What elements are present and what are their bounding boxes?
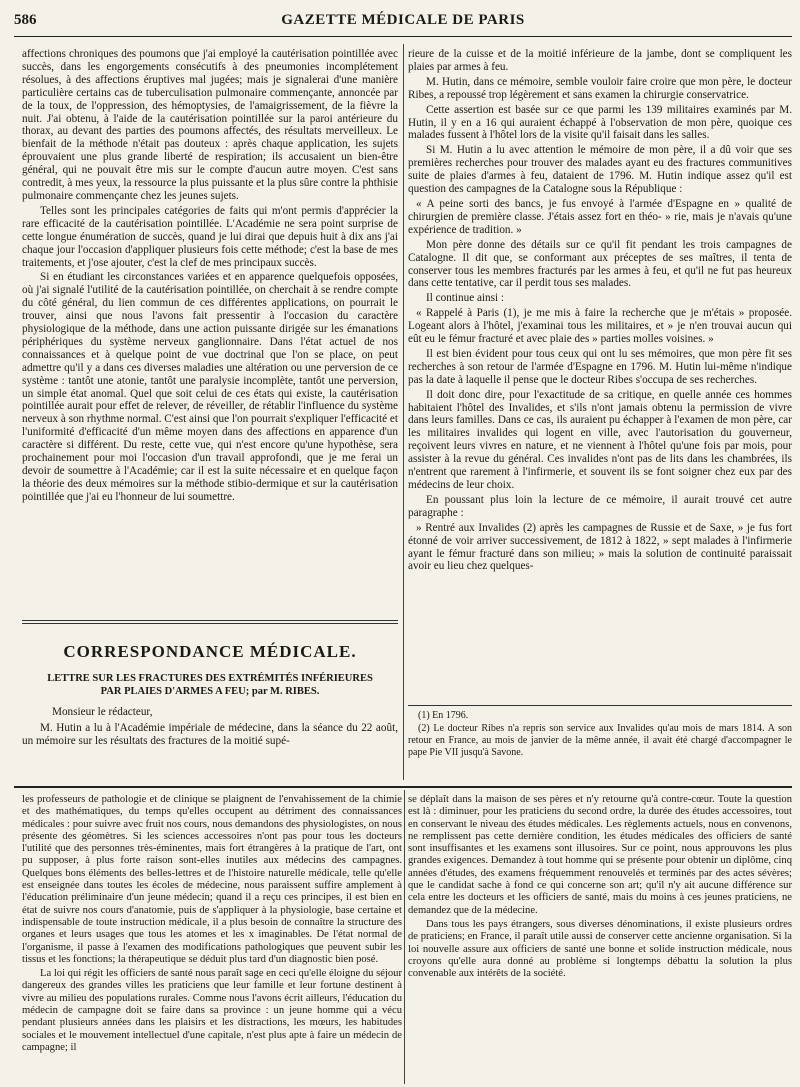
footnote: (2) Le docteur Ribes n'a repris son service aux Invalides qu'au mois de mars 1814. A son retour en France, au mois de janvier de la même année, il avait été chargé d'accompagner le pape Pie VII jusqu'à Savone. [408,723,792,758]
correspondance-section [22,628,398,778]
letter-title-line: LETTRE SUR LES FRACTURES DES EXTRÉMITÉS INFÉRIEURES [47,673,373,684]
letter-title [22,672,398,698]
column-divider [404,790,405,1084]
paragraph: M. Hutin, dans ce mémoire, semble vouloir faire croire que mon père, le docteur Ribes, a repoussé trop légèrement et sans examen la chirurgie conservatrice. [408,75,792,101]
paragraph: Si en étudiant les circonstances variées et en apparence quelquefois opposées, où j'ai signalé l'utilité de la cautérisation pointillée, on cherchait à se rendre compte du côté général, du lien commun de ces différentes applications, on pourrait le trouver, ainsi que nous l'avons fait pressentir à l'occasion du caractère physiologique de la méthode, dans une action puissante dirigée sur les émanations périphériques du système nerveux ganglionnaire. Dans l'état actuel de nos connaissances et à quelque point de vue doctrinal que l'on se place, on peut admettre qu'il y a dans ces diverses maladies une altération ou une perversion de ce système : tantôt une atonie, tantôt une paralysie incomplète, tantôt une perversion, un simple état anomal. Quel que soit celui de ces états qui existe, la cautérisation pointillée aurait pour effet de relever, de réveiller, de rétablir l'influence du système nerveux à son rhythme normal. C'est ainsi que l'on pourrait s'expliquer l'efficacité et l'uniformité d'efficacité d'un même moyen dans des affections en apparence d'un caractère si différent. Du reste, cette vue, qui n'est encore qu'une hypothèse, sera prochainement pour moi l'occasion d'un travail approfondi, que je me ferai un devoir de soumettre à l'Académie; car il est la suite nécessaire et en quelque façon la théorie des deux mémoires sur la méthode stibio-dermique et sur la cautérisation pointillée que j'ai eu l'honneur de lui soumettre. [22,271,398,503]
quotation: « Rappelé à Paris (1), je me mis à faire la recherche que je m'étais » proposée. Logeant alors à l'hôtel, j'examinai tous les militaires, et » je n'en trouvai aucun qui eût eu le fémur fracturé et avec plaie des » parties molles voisines. » [408,307,792,346]
top-right-column [408,48,792,700]
paragraph: rieure de la cuisse et de la moitié inférieure de la jambe, dont se compliquent les plaies par armes à feu. [408,48,792,73]
page-divider [14,786,792,788]
quotation: « A peine sorti des bancs, je fus envoyé à l'armée d'Espagne en » qualité de chirurgien de première classe. J'étais assez fort en théo- » rie, mais je n'avais qu'une expérience de tradition. » [408,197,792,236]
section-title: CORRESPONDANCE MÉDICALE. [63,642,357,661]
section-rule [22,623,398,624]
column-divider [403,44,404,780]
paragraph: Si M. Hutin a lu avec attention le mémoire de mon père, il a dû voir que ses premières recherches pour trouver des malades ayant eu des fractures communitives suite de plaies d'armes à feu, dataient de 1796. M. Hutin indique assez qu'il est question des campagnes de la Catalogne sous la République : [408,144,792,196]
section-rule [22,620,398,621]
bottom-right-column [408,794,792,1084]
footnotes [408,710,792,760]
top-left-column [22,48,398,616]
paragraph: Telles sont les principales catégories de faits qui m'ont permis d'apprécier la rare efficacité de la cautérisation pointillée. L'Académie ne sera point surprise de cette longue énumération de succès, quand je lui dirai que depuis huit à dix ans j'ai chaque jour l'occasion d'appliquer plusieurs fois cette méthode; c'est la base de mes traitements, et j'ose ajouter, c'est la clef de mes principaux succès. [22,204,398,269]
paragraph: affections chroniques des poumons que j'ai employé la cautérisation pointillée avec succès, dans les engorgements consécutifs à des pneumonies incomplétement résolues, à des affections éruptives mal jugées; mais je signalerai d'une manière particulière certains cas de tuberculisation pulmonaire commençante, annoncée par de la toux, de l'oppression, des hémoptysies, de l'amaigrissement, de la fièvre la nuit. J'ai obtenu, à l'aide de la cautérisation pointillée sur la paroi antérieure du thorax, au devant des parties des poumons affectés, des résultats merveilleux. Le bienfait de la méthode n'était pas douteux : après chaque application, les sujets éprouvaient une plus grande liberté de respiration; ils accusaient un bien-être général, qui ne pouvait être mis sur le compte d'aucun autre moyen. C'est sans contredit, à mes yeux, la ressource la plus puissante et la plus sûre contre la phthisie pulmonaire commençante chez les jeunes sujets. [22,48,398,202]
paragraph: Dans tous les pays étrangers, sous diverses dénominations, il existe plusieurs ordres de praticiens; en France, il paraît utile aussi de conserver cette ancienne organisation. Si la loi nouvelle assure aux officiers de santé une bonne et solide instruction médicale, nous croyons qu'elle aura donné au problème si longtemps débattu la solution la plus convenable aux intérêts de la société. [408,918,792,980]
paragraph: Cette assertion est basée sur ce que parmi les 139 militaires examinés par M. Hutin, il y en a 16 qui auraient échappé à l'observation de mon père, quoique ces malades fussent à l'hôtel lors de la visite qu'il faisait dans les salles. [408,103,792,142]
footnote-rule [408,705,792,706]
letter-opening: M. Hutin a lu à l'Académie impériale de médecine, dans la séance du 22 août, un mémoire sur les résultats des fractures de la moitié supé- [22,722,398,747]
paragraph: Il doit donc dire, pour l'exactitude de sa critique, en quelle année ces hommes habitaient l'hôtel des Invalides, et s'ils n'ont jamais obtenu la permission de vivre dans leurs familles. Dans ce cas, ils auraient pu échapper à l'examen de mon père, car les militaires invalides qui logent en ville, avec l'autorisation du gouverneur, reçoivent leurs vivres en nature, et ne viennent à l'hôtel qu'une fois par mois, pour assister à la revue du général. Ces invalides n'ont pas de lits dans les chambrées, ils n'entrent que rarement à l'infirmerie, et souvent ils se font soigner chez eux par des médecins de leur choix. [408,388,792,491]
bottom-left-column [22,794,402,1084]
letter-title-line: PAR PLAIES D'ARMES A FEU; par M. RIBES. [100,686,320,697]
paragraph: Mon père donne des détails sur ce qu'il fit pendant les trois campagnes de Catalogne. Il dit que, se conformant aux préceptes de ses maîtres, il tenta de conserver tous les membres fracturés par les armes à feu, et qu'il ne fut pas heureux dans cette tentative, car il perdit tous ses malades. [408,238,792,290]
page-number: 586 [14,12,37,28]
footnote: (1) En 1796. [418,710,469,721]
paragraph: les professeurs de pathologie et de clinique se plaignent de l'envahissement de la chimie et des mathématiques, du temps qu'elles occupent au détriment des connaissances médicales : pour suivre avec fruit nos cours, nous demandons des physiologistes, on nous présente des géomètres. Si les sciences accessoires n'ont pas pour tous les docteurs l'utilité que des personnes très-éminentes, mais fort étrangères à la pratique de l'art, ont pu supposer, à plus forte raison sont-elles inutiles aux médecins des campagnes. Quelques bons éléments des belles-lettres et de l'histoire naturelle médicale, telle qu'elle est enseignée dans toutes les écoles de médecine, nous paraissent suffire amplement à l'éducation préliminaire d'un jeune médecin; quand il a reçu ces principes, il est bien en état de suivre nos cours d'anatomie, puis de s'appliquer à la physiologie, base certaine et indispensable de toute instruction médicale, il a plus besoin de connaître la structure des organes et leurs usages que tous les atomes et les x imaginables. De l'état normal de l'organisme, il passe à l'examen des modifications pathologiques que peuvent subir les tissus et les fonctions; la thérapeutique se déduit plus tard d'un diagnostic bien posé. [22,794,402,965]
journal-title: GAZETTE MÉDICALE DE PARIS [281,12,525,28]
quotation: » Rentré aux Invalides (2) après les campagnes de Russie et de Saxe, » je fus fort étonné de voir arriver successivement, de 1812 à 1822, » sept malades à l'infirmerie ayant le fémur fracturé dans son milieu; » mais la solution de continuité paraissait avoir eu lieu chez quelques- [408,521,792,573]
page-header [14,12,792,37]
salutation: Monsieur le rédacteur, [52,706,153,718]
paragraph: Il est bien évident pour tous ceux qui ont lu ses mémoires, que mon père fit ses recherches à son retour de l'armée d'Espagne en 1796. M. Hutin lui-même n'indique pas la date à laquelle il pense que le docteur Ribes s'occupa de ses recherches. [408,347,792,386]
paragraph: En poussant plus loin la lecture de ce mémoire, il aurait trouvé cet autre paragraphe : [408,493,792,519]
paragraph: La loi qui régit les officiers de santé nous paraît sage en ceci qu'elle éloigne du séjour dangereux des grandes villes les praticiens que leur famille et leur fortune destinent à vivre au milieu des populations rurales. Comme nous l'avons écrit ailleurs, l'éducation du médecin de campagne doit se faire dans sa province : un jeune homme qui a vécu pendant plusieurs années dans les plaisirs et les distractions, les mœurs, les habitudes sociales et le mouvement intellectuel d'une capitale, n'est plus apte à faire un médecin de campagne; il [22,968,402,1053]
paragraph: se déplaît dans la maison de ses pères et n'y retourne qu'à contre-cœur. Toute la question est là : diminuer, pour les praticiens du second ordre, la durée des études accessoires, tout en conservant le niveau des études médicales. Les règlements actuels, nous en convenons, ne remplissent pas cette dernière condition, les études médicales des officiers de santé sont insuffisantes et les examens sont illusoires. Sur ce point, nous approuvons les plus grandes exigences. Demandez à tout homme qui se présente pour obtenir un diplôme, cinq années d'études, des examens fréquemment renouvelés et terminés par des actes sévères; que le candidat sache à fond ce qui concerne son art; qu'il n'y ait aucune différence sur cela entre les docteurs et les officiers de santé, mais du moins à ces jeunes praticiens, ne demandez que de la médecine. [408,794,792,916]
paragraph: Il continue ainsi : [426,292,504,305]
